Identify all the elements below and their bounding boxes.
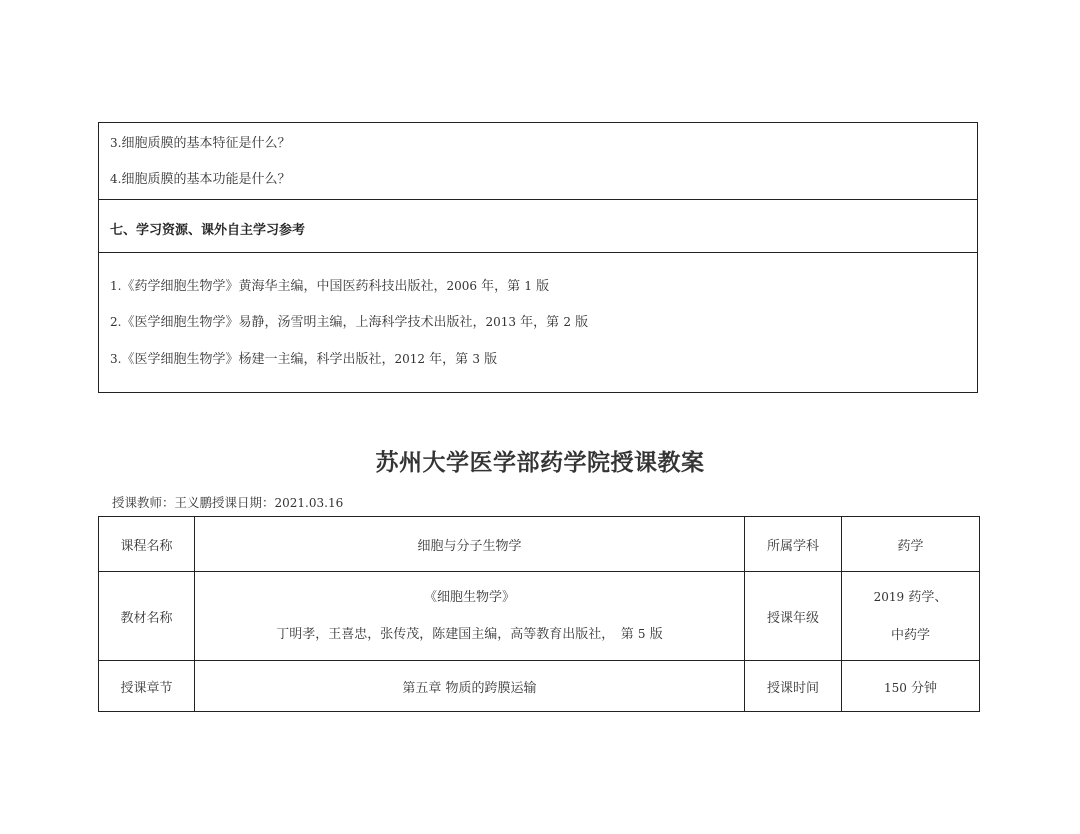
review-question-3: 3.细胞质膜的基本特征是什么？ [110, 136, 291, 151]
resource-item: 2.《医学细胞生物学》易静，汤雪明主编，上海科学技术出版社，2013 年，第 2 版 [110, 315, 589, 330]
course-name-value: 细胞与分子生物学 [195, 517, 745, 572]
grade-value [842, 572, 980, 661]
table-row [99, 661, 980, 712]
time-label: 授课时间 [745, 661, 842, 712]
divider [99, 199, 977, 200]
resources-heading: 七、学习资源、课外自主学习参考 [110, 223, 306, 238]
chapter-value: 第五章 物质的跨膜运输 [195, 661, 745, 712]
textbook-authors: 丁明孝，王喜忠，张传茂，陈建国主编，高等教育出版社， 第 5 版 [276, 626, 663, 642]
textbook-value [195, 572, 745, 661]
divider [99, 252, 977, 253]
lesson-info-table [98, 516, 980, 712]
course-name-label: 课程名称 [99, 517, 195, 572]
chapter-label: 授课章节 [99, 661, 195, 712]
teacher-date-line: 授课教师：王义鹏授课日期：2021.03.16 [112, 495, 344, 510]
review-resources-table [98, 122, 978, 393]
grade-label: 授课年级 [745, 572, 842, 661]
page-title: 苏州大学医学部药学院授课教案 [375, 449, 705, 476]
textbook-title: 《细胞生物学》 [423, 589, 515, 605]
grade-line-2: 中药学 [890, 627, 930, 643]
resource-item: 1.《药学细胞生物学》黄海华主编，中国医药科技出版社，2006 年，第 1 版 [110, 279, 550, 294]
subject-value: 药学 [842, 517, 980, 572]
resource-item: 3.《医学细胞生物学》杨建一主编，科学出版社，2012 年，第 3 版 [110, 352, 498, 367]
textbook-label: 教材名称 [99, 572, 195, 661]
grade-line-1: 2019 药学、 [873, 589, 948, 605]
time-value: 150 分钟 [842, 661, 980, 712]
subject-label: 所属学科 [745, 517, 842, 572]
table-row [99, 572, 980, 661]
table-row [99, 517, 980, 572]
review-question-4: 4.细胞质膜的基本功能是什么？ [110, 172, 291, 187]
